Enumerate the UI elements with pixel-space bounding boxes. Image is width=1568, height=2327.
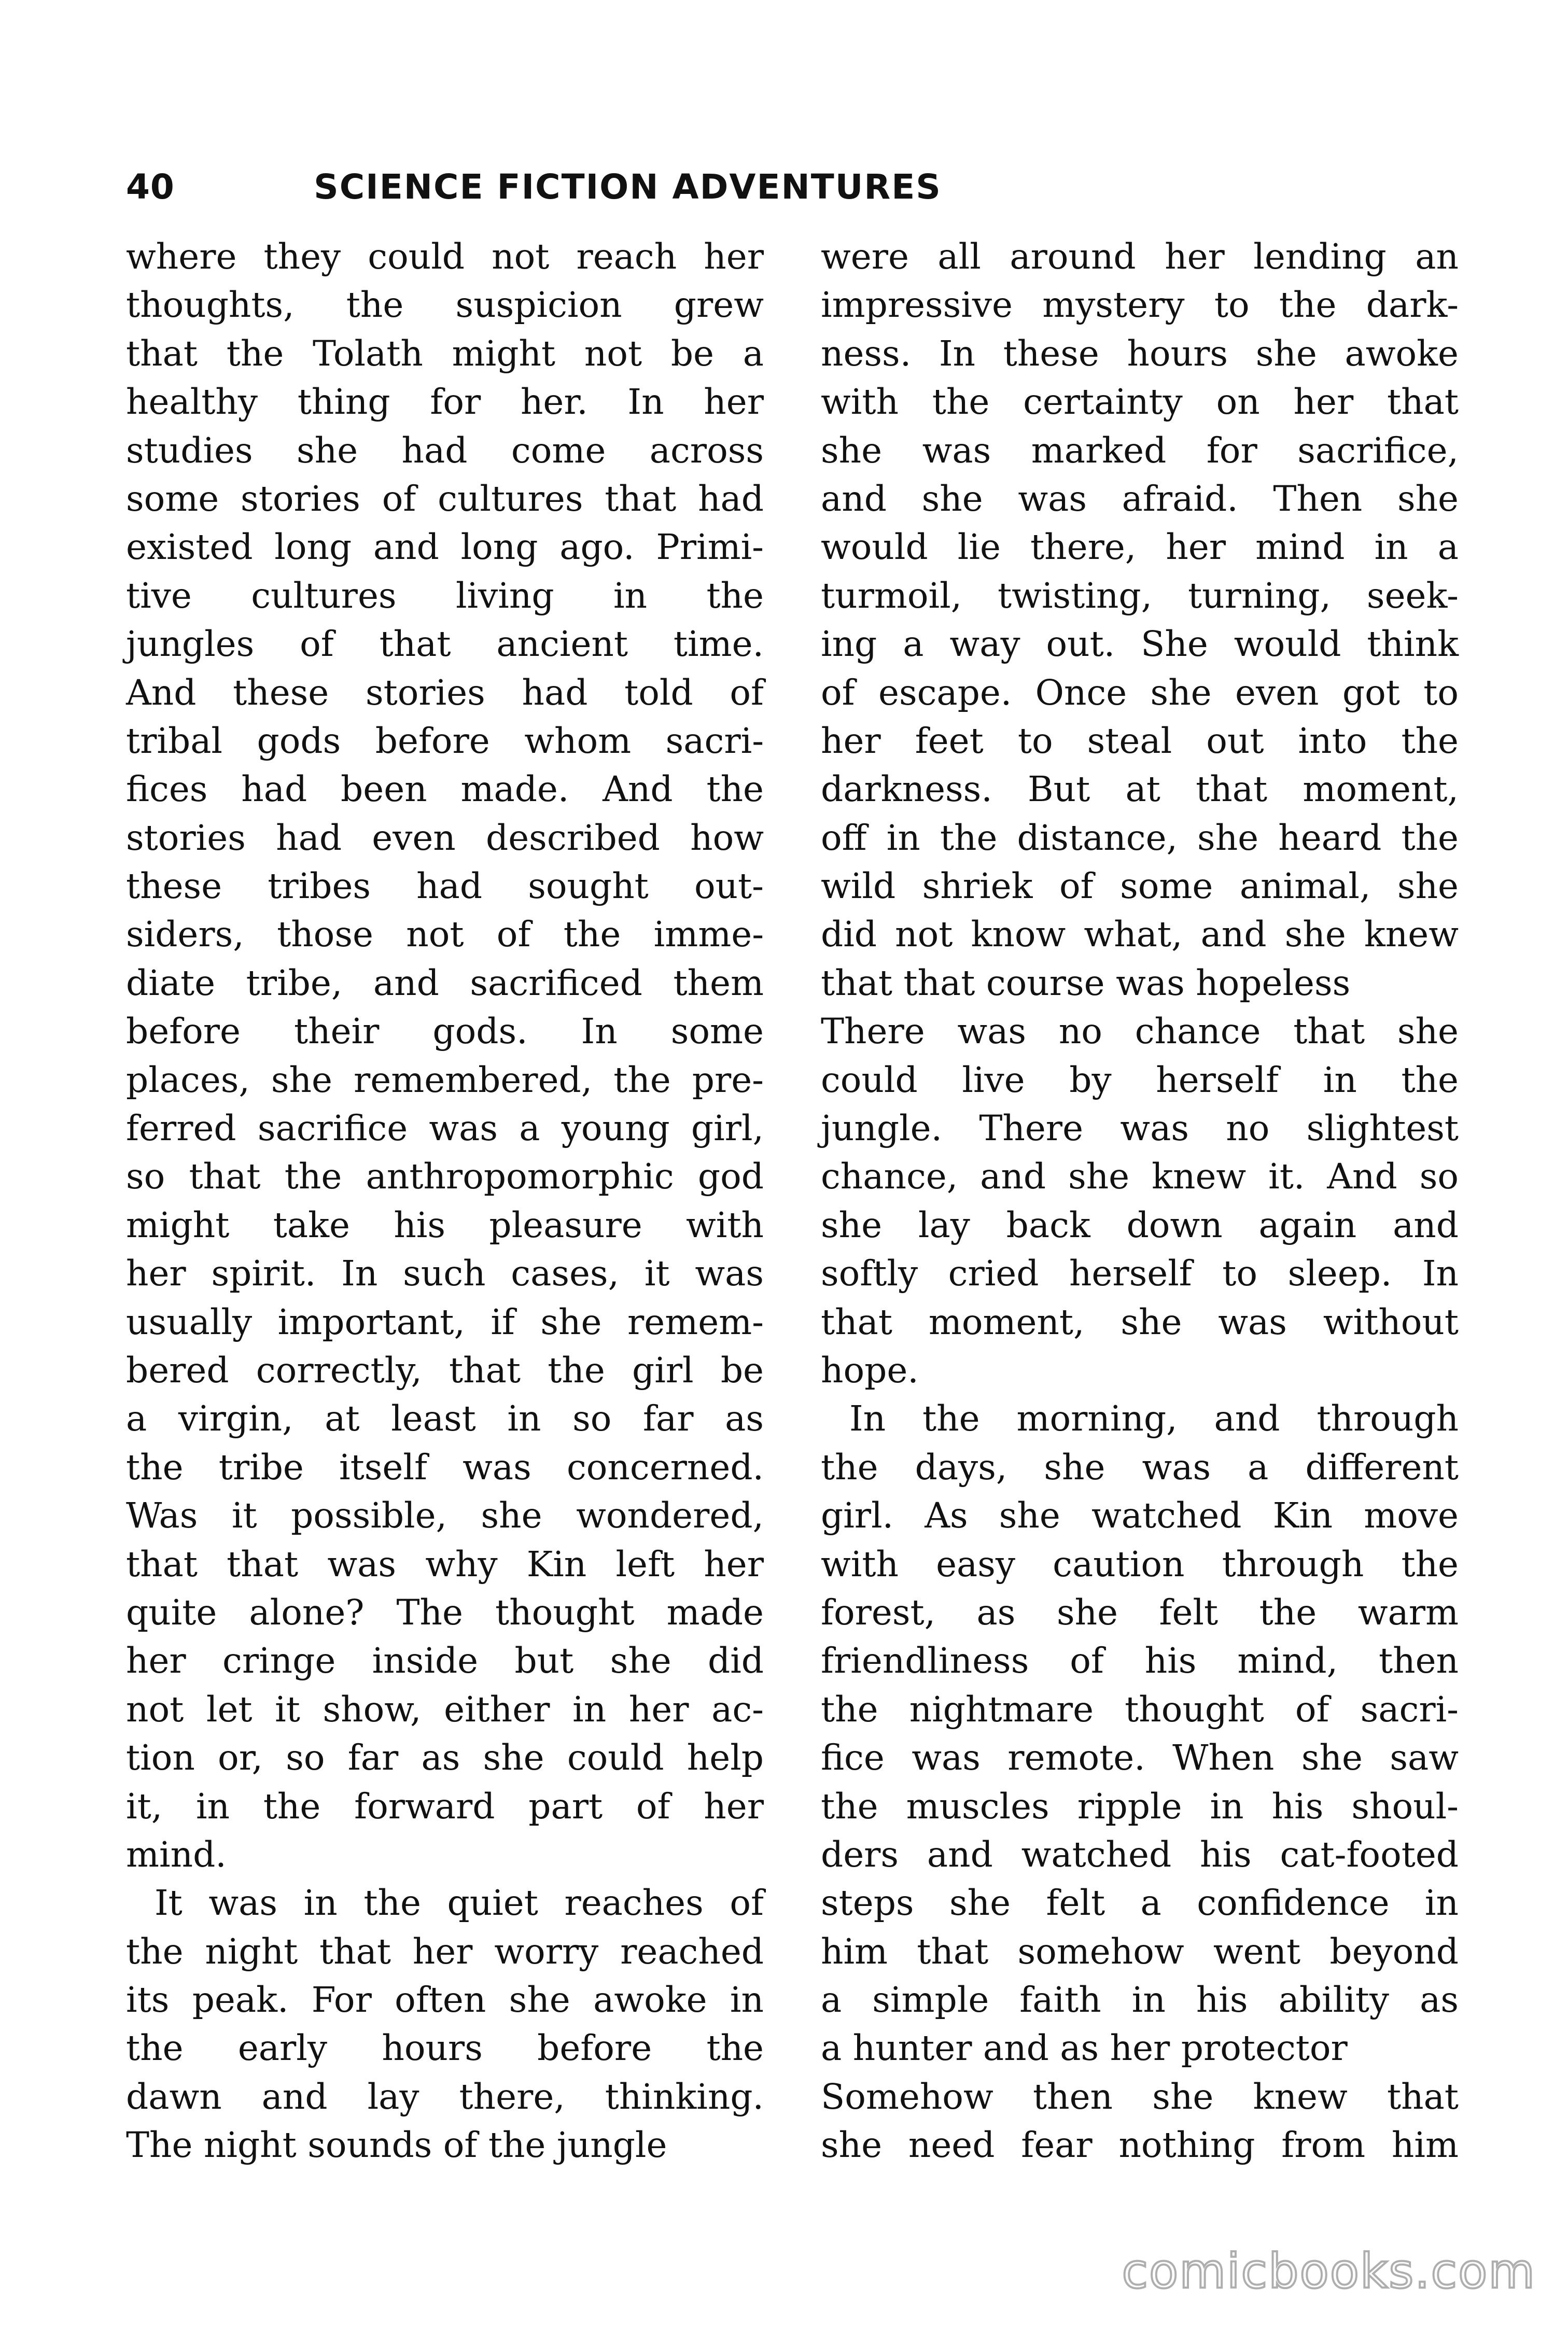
- text-line: chance, and she knew it. And so: [821, 1156, 1459, 1197]
- text-line: fice was remote. When she saw: [821, 1737, 1459, 1778]
- text-line: these tribes had sought out-: [126, 865, 764, 907]
- text-line: girl. As she watched Kin move: [821, 1495, 1459, 1536]
- text-line: before their gods. In some: [126, 1011, 764, 1052]
- text-line: There was no chance that she: [821, 1011, 1459, 1052]
- text-line: turmoil, twisting, turning, seek-: [821, 574, 1459, 616]
- text-line: ness. In these hours she awoke: [821, 332, 1459, 374]
- text-line: tribal gods before whom sacri-: [126, 720, 764, 761]
- text-line: usually important, if she remem-: [126, 1301, 764, 1342]
- text-line: were all around her lending an: [821, 236, 1459, 277]
- text-line: jungle. There was no slightest: [821, 1108, 1459, 1149]
- text-line: dawn and lay there, thinking.: [126, 2076, 764, 2117]
- right-text-column: [821, 232, 1459, 2169]
- text-line: she was marked for sacrifice,: [821, 429, 1459, 471]
- text-line: The night sounds of the jungle: [126, 2124, 667, 2166]
- text-line: that that was why Kin left her: [126, 1543, 764, 1585]
- text-line: places, she remembered, the pre-: [126, 1059, 764, 1100]
- text-line: diate tribe, and sacrificed them: [126, 962, 764, 1003]
- left-text-column: [126, 232, 764, 2169]
- text-line: healthy thing for her. In her: [126, 381, 764, 423]
- text-line: off in the distance, she heard the: [821, 817, 1459, 858]
- text-line: studies she had come across: [126, 429, 764, 471]
- text-line: a virgin, at least in so far as: [126, 1398, 764, 1439]
- running-head: SCIENCE FICTION ADVENTURES: [314, 167, 942, 207]
- text-line: impressive mystery to the dark-: [821, 284, 1459, 326]
- text-line: In the morning, and through: [849, 1398, 1459, 1439]
- text-line: friendliness of his mind, then: [821, 1640, 1459, 1681]
- text-line: fices had been made. And the: [126, 768, 764, 810]
- text-line: would lie there, her mind in a: [821, 526, 1459, 568]
- text-line: could live by herself in the: [821, 1059, 1459, 1100]
- text-line: the days, she was a different: [821, 1446, 1459, 1488]
- text-line: not let it show, either in her ac-: [126, 1688, 764, 1730]
- text-line: so that the anthropomorphic god: [126, 1156, 764, 1197]
- text-line: where they could not reach her: [126, 236, 764, 277]
- text-line: with easy caution through the: [821, 1543, 1459, 1585]
- text-line: hope.: [821, 1349, 919, 1391]
- text-line: her spirit. In such cases, it was: [126, 1253, 764, 1294]
- text-line: some stories of cultures that had: [126, 478, 764, 519]
- text-line: the muscles ripple in his shoul-: [821, 1785, 1459, 1827]
- text-line: And these stories had told of: [126, 671, 764, 713]
- text-line: she lay back down again and: [821, 1204, 1459, 1245]
- text-line: that the Tolath might not be a: [126, 332, 764, 374]
- page-header: [126, 164, 1088, 211]
- text-line: tive cultures living in the: [126, 574, 764, 616]
- text-line: ders and watched his cat-footed: [821, 1833, 1459, 1875]
- text-line: wild shriek of some animal, she: [821, 865, 1459, 907]
- text-line: ferred sacrifice was a young girl,: [126, 1108, 764, 1149]
- text-line: the nightmare thought of sacri-: [821, 1688, 1459, 1730]
- text-line: softly cried herself to sleep. In: [821, 1253, 1459, 1294]
- text-line: did not know what, and she knew: [821, 914, 1459, 955]
- text-line: a simple faith in his ability as: [821, 1979, 1459, 2021]
- text-line: it, in the forward part of her: [126, 1785, 764, 1827]
- text-line: with the certainty on her that: [821, 381, 1459, 423]
- text-line: her feet to steal out into the: [821, 720, 1459, 761]
- text-line: she need fear nothing from him: [821, 2124, 1459, 2166]
- text-line: ing a way out. She would think: [821, 623, 1459, 665]
- text-line: a hunter and as her protector: [821, 2027, 1348, 2069]
- text-line: siders, those not of the imme-: [126, 914, 764, 955]
- text-line: stories had even described how: [126, 817, 764, 858]
- text-line: the tribe itself was concerned.: [126, 1446, 764, 1488]
- text-line: bered correctly, that the girl be: [126, 1349, 764, 1391]
- text-line: steps she felt a confidence in: [821, 1882, 1459, 1924]
- text-line: that moment, she was without: [821, 1301, 1459, 1342]
- text-line: the night that her worry reached: [126, 1930, 764, 1972]
- text-line: him that somehow went beyond: [821, 1930, 1459, 1972]
- text-line: of escape. Once she even got to: [821, 671, 1459, 713]
- page-number: 40: [126, 167, 175, 207]
- text-line: and she was afraid. Then she: [821, 478, 1459, 519]
- text-line: Was it possible, she wondered,: [126, 1495, 764, 1536]
- text-line: It was in the quiet reaches of: [155, 1882, 764, 1924]
- text-line: jungles of that ancient time.: [126, 623, 764, 665]
- text-line: might take his pleasure with: [126, 1204, 764, 1245]
- watermark: comicbooks.com: [1122, 2244, 1536, 2299]
- text-line: the early hours before the: [126, 2027, 764, 2069]
- text-line: her cringe inside but she did: [126, 1640, 764, 1681]
- text-line: tion or, so far as she could help: [126, 1737, 764, 1778]
- text-line: mind.: [126, 1833, 227, 1875]
- text-line: darkness. But at that moment,: [821, 768, 1459, 810]
- text-line: Somehow then she knew that: [821, 2076, 1459, 2117]
- text-line: that that course was hopeless: [821, 962, 1351, 1003]
- text-line: its peak. For often she awoke in: [126, 1979, 764, 2021]
- text-line: existed long and long ago. Primi-: [126, 526, 764, 568]
- text-line: forest, as she felt the warm: [821, 1591, 1459, 1633]
- text-line: thoughts, the suspicion grew: [126, 284, 764, 326]
- text-line: quite alone? The thought made: [126, 1591, 764, 1633]
